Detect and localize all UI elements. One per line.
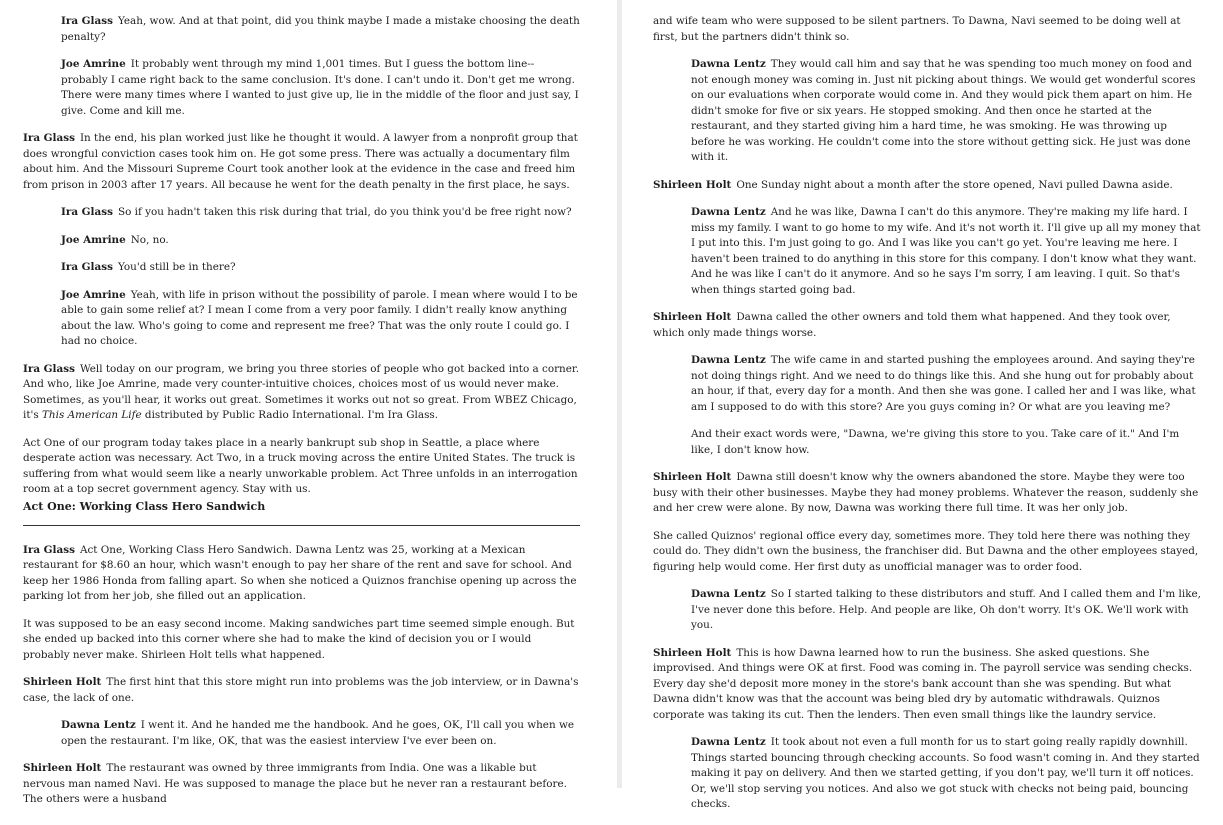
- right-column: [628, 0, 1223, 825]
- paragraph-text-after: distributed by Public Radio International. I'm Ira Glass.: [141, 409, 439, 421]
- paragraph-text: Yeah, with life in prison without the possibility of parole. I mean where would I to be able to gain some relief at? I mean I come from a very poor family. I didn't really know anything about the law. Who's going to come and represent me free? That was the only route I could go. I had no choice.: [61, 288, 578, 347]
- paragraph-text: Dawna still doesn't know why the owners abandoned the store. Maybe they were too busy with their other businesses. Maybe they had money problems. Whatever the reason, suddenly she and her crew were alone. By now, Dawna was working there full time. It was her only job.: [653, 471, 1199, 514]
- paragraph-text: It was supposed to be an easy second income. Making sandwiches part time seemed simple enough. But she ended up backed into this corner where she had to make the kind of decision you or I would probably never make. Shirleen Holt tells what happened.: [23, 617, 575, 661]
- paragraph-text: So I started talking to these distributors and stuff. And I called them and I'm like, I've never done this before. Help. And people are like, Oh don't worry. It's OK. We'll work with you.: [691, 588, 1201, 631]
- paragraph-text: Act One of our program today takes place in a nearly bankrupt sub shop in Seattle, a place where desperate action was necessary. Act Two, in a truck moving across the entire United States. The truck is suffering from what would seem like a nearly unworkable problem. Act Three unfolds in an interrogation room at a top secret government agency. Stay with us.: [23, 436, 578, 495]
- paragraph-text: So if you hadn't taken this risk during that trial, do you think you'd be free right now?: [117, 206, 572, 218]
- speaker-name: Ira Glass: [61, 15, 113, 27]
- paragraph: [653, 205, 1203, 298]
- paragraph-text: In the end, his plan worked just like he thought it would. A lawyer from a nonprofit group that does wrongful conviction cases took him on. He got some press. There was actually a documentary film about him. And the Missouri Supreme Court took another look at the evidence in the case and freed him from prison in 2003 after 17 years. All because he went for the death penalty in the first place, he says.: [23, 132, 578, 191]
- speaker-name: Dawna Lentz: [691, 58, 766, 70]
- paragraph: [23, 362, 580, 424]
- paragraph: [653, 57, 1203, 166]
- speaker-name: Ira Glass: [23, 132, 75, 144]
- paragraph: [653, 587, 1203, 634]
- paragraph-text: Act One, Working Class Hero Sandwich. Dawna Lentz was 25, working at a Mexican restaurant for $8.60 an hour, which wasn't enough to pay her share of the rent and save for school. And keep her 1986 Honda from falling apart. So when she noticed a Quiznos franchise opening up across the parking lot from her job, she filled out an application.: [23, 543, 577, 602]
- speaker-name: Ira Glass: [61, 261, 113, 273]
- paragraph: [653, 735, 1203, 813]
- paragraph-text: It took about not even a full month for us to start going really rapidly downhill. Things started bouncing through checking accounts. So food wasn't coming in. And they started making it pay on delivery. And then we started getting, if you don't pay, we'll turn it off notices. Or, we'll stop serving you notices. And also we got stuck with checks not being paid, bouncing checks.: [691, 736, 1200, 810]
- paragraph-text: One Sunday night about a month after the store opened, Navi pulled Dawna aside.: [736, 178, 1173, 191]
- paragraph-text: The wife came in and started pushing the employees around. And saying they're not doing things right. And we need to do things like this. And she hung out for probably about an hour, if that, every day for a month. And then she was gone. I called her and I was like, what am I supposed to do with this store? Are you guys coming in? Or what are you leaving me?: [691, 354, 1196, 413]
- paragraph-text: The restaurant was owned by three immigrants from India. One was a likable but nervous man named Navi. He was supposed to manage the place but he never ran a restaurant before. The others were a husband: [23, 762, 567, 805]
- paragraph: [23, 205, 580, 221]
- paragraph: [23, 436, 580, 498]
- paragraph: [23, 675, 580, 706]
- speaker-name: Shirleen Holt: [653, 178, 732, 191]
- speaker-name: Ira Glass: [61, 206, 113, 218]
- paragraph-text: No, no.: [130, 233, 169, 246]
- paragraph-text: This is how Dawna learned how to run the business. She asked questions. She improvised. And things were OK at first. Food was coming in. The payroll service was sending checks. Every day she'd deposit more money in the store's bank account than she was spending. But what Dawna didn't know was that the account was being bled dry by automatic withdrawals. Quiznos corporate was taking its cut. Then the lenders. Then even small things like the laundry service.: [653, 646, 1193, 721]
- paragraph: [653, 646, 1203, 724]
- paragraph: [653, 427, 1203, 458]
- page-gutter: [617, 0, 622, 788]
- left-column: [0, 0, 606, 820]
- paragraph-text: And he was like, Dawna I can't do this anymore. They're making my life hard. I miss my family. I want to go home to my wife. And it's not worth it. I'll give up all my money that I put into this. I'm just going to go. And I was like you can't go yet. You're leaving me here. I haven't been trained to do anything in this store for this company. I don't know what they want. And he was like I can't do it anymore. And so he says I'm sorry, I am leaving. I quit. So that's when things started going bad.: [691, 206, 1201, 296]
- paragraph-text: You'd still be in there?: [117, 261, 236, 273]
- left-paragraphs-after: [23, 543, 580, 808]
- paragraph-text: They would call him and say that he was spending too much money on food and not enough money was coming in. Just nit picking about things. We would get wonderful scores on our evaluations when corporate would come in. And they would pick them apart on him. He didn't smoke for five or six years. He stopped smoking. And then once he started at the restaurant, and they started giving him a hard time, he was smoking. He was throwing up before he was working. He couldn't come into the store without getting sick. He just was done with it.: [691, 58, 1196, 163]
- left-paragraphs: [23, 14, 580, 498]
- speaker-name: Joe Amrine: [61, 233, 126, 246]
- act-divider: [23, 525, 580, 526]
- paragraph-text: Well today on our program, we bring you three stories of people who got backed into a corner. And who, like Joe Amrine, made very counter-intuitive choices, choices most of us would never make. Sometimes, as you'll hear, it works out great. Sometimes it works out not so great. From WBEZ Chicago, it's: [23, 362, 580, 421]
- speaker-name: Shirleen Holt: [23, 676, 102, 688]
- paragraph: [23, 617, 580, 664]
- paragraph-text: And their exact words were, "Dawna, we're giving this store to you. Take care of it." And I'm like, I don't know how.: [691, 428, 1180, 456]
- show-title: This American Life: [42, 409, 142, 421]
- paragraph: [23, 543, 580, 605]
- speaker-name: Shirleen Holt: [653, 311, 732, 323]
- paragraph: [23, 718, 580, 749]
- paragraph: [23, 233, 580, 249]
- paragraph: [23, 14, 580, 45]
- paragraph-text: She called Quiznos' regional office every day, sometimes more. They told here there was nothing they could do. They didn't own the business, the franchiser did. But Dawna and the other employees stayed, figuring help would come. Her first duty as unofficial manager was to order food.: [653, 529, 1199, 573]
- paragraph: [23, 761, 580, 808]
- paragraph: [653, 470, 1203, 517]
- paragraph: [23, 288, 580, 350]
- paragraph-text: I went it. And he handed me the handbook. And he goes, OK, I'll call you when we open the restaurant. I'm like, OK, that was the easiest interview I've ever been on.: [61, 719, 574, 747]
- speaker-name: Dawna Lentz: [691, 588, 766, 600]
- speaker-name: Ira Glass: [23, 543, 75, 556]
- speaker-name: Dawna Lentz: [691, 354, 766, 366]
- paragraph: [653, 353, 1203, 415]
- paragraph-text: The first hint that this store might run into problems was the job interview, or in Dawna's case, the lack of one.: [23, 676, 579, 704]
- speaker-name: Shirleen Holt: [653, 646, 732, 659]
- paragraph-text: and wife team who were supposed to be silent partners. To Dawna, Navi seemed to be doing well at first, but the partners didn't think so.: [653, 15, 1181, 43]
- act-heading: Act One: Working Class Hero Sandwich: [23, 499, 266, 513]
- paragraph: [653, 178, 1203, 194]
- speaker-name: Dawna Lentz: [61, 719, 136, 731]
- paragraph-text: It probably went through my mind 1,001 times. But I guess the bottom line-- probably I came right back to the same conclusion. It's done. I can't undo it. Don't get me wrong. There were many times where I wanted to just give up, lie in the middle of the floor and just say, I give. Come and kill me.: [61, 58, 579, 117]
- paragraph: [23, 131, 580, 193]
- paragraph: [23, 260, 580, 276]
- paragraph: [653, 310, 1203, 341]
- speaker-name: Shirleen Holt: [23, 762, 102, 774]
- paragraph: [23, 57, 580, 119]
- paragraph: [653, 14, 1203, 45]
- paragraph-text: Yeah, wow. And at that point, did you think maybe I made a mistake choosing the death penalty?: [61, 15, 580, 43]
- speaker-name: Joe Amrine: [61, 58, 126, 70]
- paragraph-text: Dawna called the other owners and told them what happened. And they took over, which only made things worse.: [653, 311, 1171, 339]
- speaker-name: Dawna Lentz: [691, 736, 766, 748]
- speaker-name: Joe Amrine: [61, 288, 126, 301]
- speaker-name: Shirleen Holt: [653, 471, 732, 483]
- speaker-name: Dawna Lentz: [691, 206, 766, 218]
- speaker-name: Ira Glass: [23, 362, 75, 375]
- paragraph: [653, 529, 1203, 576]
